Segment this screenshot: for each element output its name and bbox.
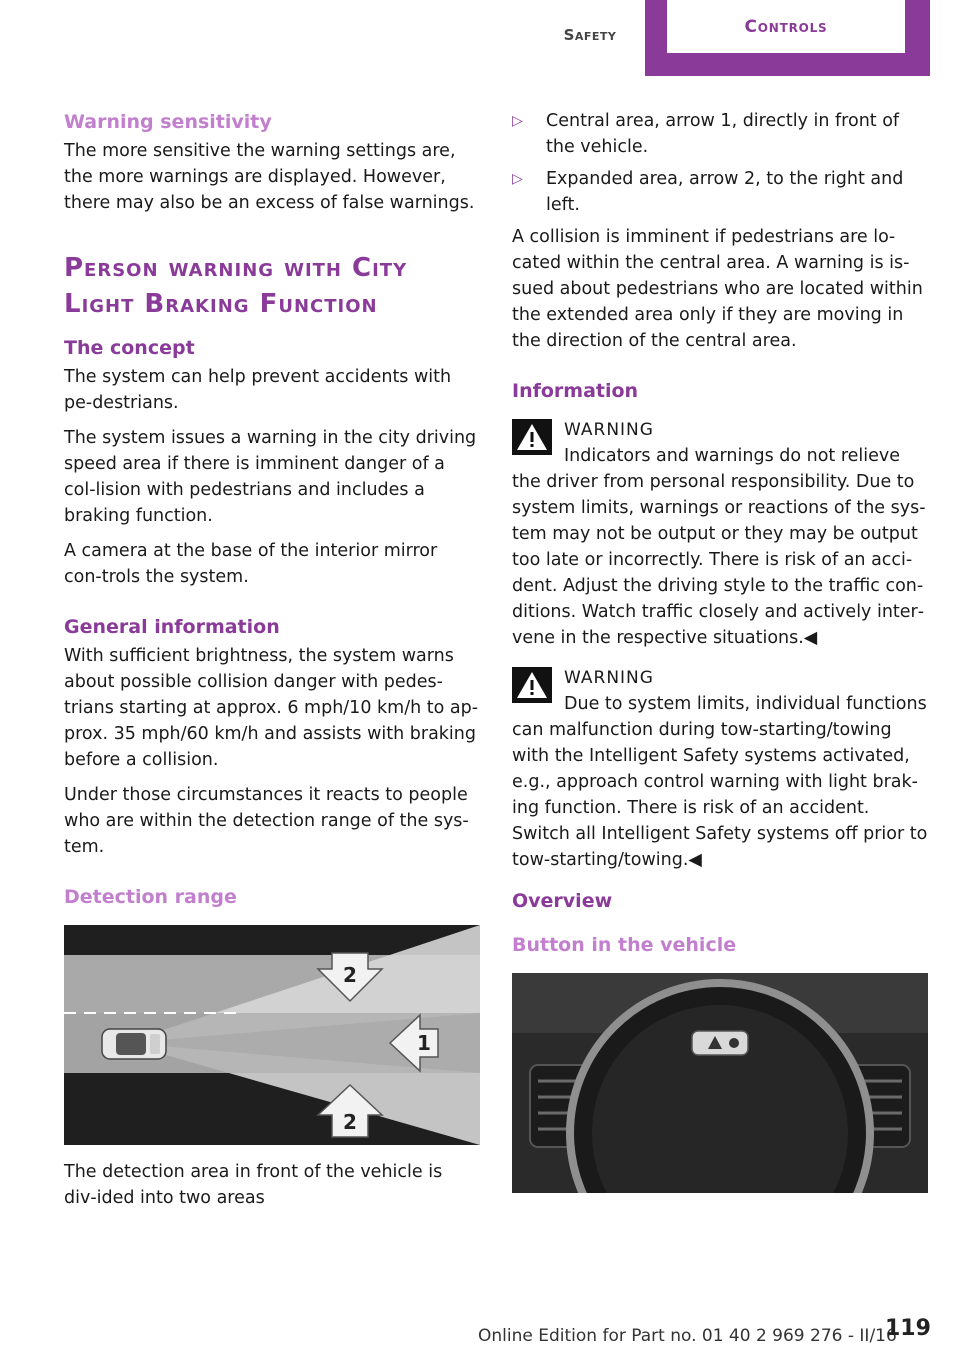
detection-range-illustration [64,925,480,1145]
tab-safety[interactable] [540,0,640,76]
bullet-arrow-icon: ▷ [512,171,523,187]
warning-block-2 [512,665,928,873]
header-tabs [540,0,930,76]
footer-edition: Online Edition for Part no. 01 40 2 969 276 - II/16 [478,1326,897,1346]
dashboard-photo [512,973,928,1193]
bullet-text-1: Central area, arrow 1, directly in front of the vehicle. [546,111,900,157]
bullet-arrow-icon: ▷ [512,113,523,129]
detection-caption: The detection area in front of the vehicle is div‐ided into two areas [64,1162,443,1208]
concept-paragraph-1: The system can help prevent accidents with pe‐destrians. [64,367,452,413]
tab-controls[interactable] [645,0,930,76]
detection-range-heading: Detection range [64,886,237,908]
safety-button-icon [692,1031,748,1055]
concept-paragraph-2: The system issues a warning in the city driving speed area if there is imminent danger of a col‐lision with pedestrians and includes a braking function. [64,428,477,526]
warning-text-first-line: Due to system limits, individual functions [564,694,927,714]
left-column [64,108,480,1220]
concept-paragraph-3: A camera at the base of the interior mirror con‐trols the system. [64,541,438,587]
arrow-2-bottom-label: 2 [343,1110,357,1134]
information-heading: Information [512,380,639,402]
arrow-2-top-label: 2 [343,963,357,987]
warning-sensitivity-heading: Warning sensitivity [64,111,272,133]
warning-icon [512,419,552,455]
warning-sensitivity-text: The more sensitive the warning settings are, the more warnings are displayed. However, there may also be an excess of false warnings. [64,141,475,213]
warning-block-1 [512,417,928,651]
section-title: Person warning with City Light Braking Function [64,253,408,319]
warning-text: can malfunction during tow-starting/towing with the Intelligent Safety systems activated, e.g., approach control warning with light brak‐ing function. There is risk of an accident. Switch all Intelligent Safety systems off prior to tow‐starting/towing.◀ [512,720,928,870]
warning-text: the driver from personal responsibility. Due to system limits, warnings or reactions of the sys‐tem may not be output or they may be output too late or incorrectly. There is risk of an acci‐dent. Adjust the driving style to the traffic con‐ditions. Watch traffic closely and actively inter‐vene in the respective situations.◀ [512,472,926,648]
car-icon [102,1029,166,1059]
overview-heading: Overview [512,890,613,912]
concept-heading: The concept [64,337,195,359]
page-number: 119 [885,1316,931,1341]
dashboard-illustration [512,973,928,1193]
right-column [512,108,928,1193]
warning-title: WARNING [564,420,654,440]
warning-icon [512,667,552,703]
general-information-heading: General information [64,616,280,638]
general-paragraph-1: With sufficient brightness, the system warns about possible collision danger with pedes‐trians starting at approx. 6 mph/10 km/h to ap‐prox. 35 mph/60 km/h and assists with braking before a collision. [64,646,479,770]
list-item [512,108,928,160]
collision-text: A collision is imminent if pedestrians are lo‐cated within the central area. A warning is is‐sued about pedestrians who are located within the extended area only if they are moving in the direction of the central area. [512,227,923,351]
tab-controls-label: Controls [667,0,905,53]
tab-safety-label: Safety [563,26,617,44]
bullet-text-2: Expanded area, arrow 2, to the right and left. [546,169,904,215]
button-in-vehicle-heading: Button in the vehicle [512,934,737,956]
warning-title: WARNING [564,668,654,688]
general-paragraph-2: Under those circumstances it reacts to people who are within the detection range of the sys‐tem. [64,785,469,857]
arrow-1-label: 1 [417,1031,431,1055]
list-item [512,166,928,218]
warning-text-first-line: Indicators and warnings do not relieve [564,446,901,466]
detection-range-figure [64,925,480,1145]
